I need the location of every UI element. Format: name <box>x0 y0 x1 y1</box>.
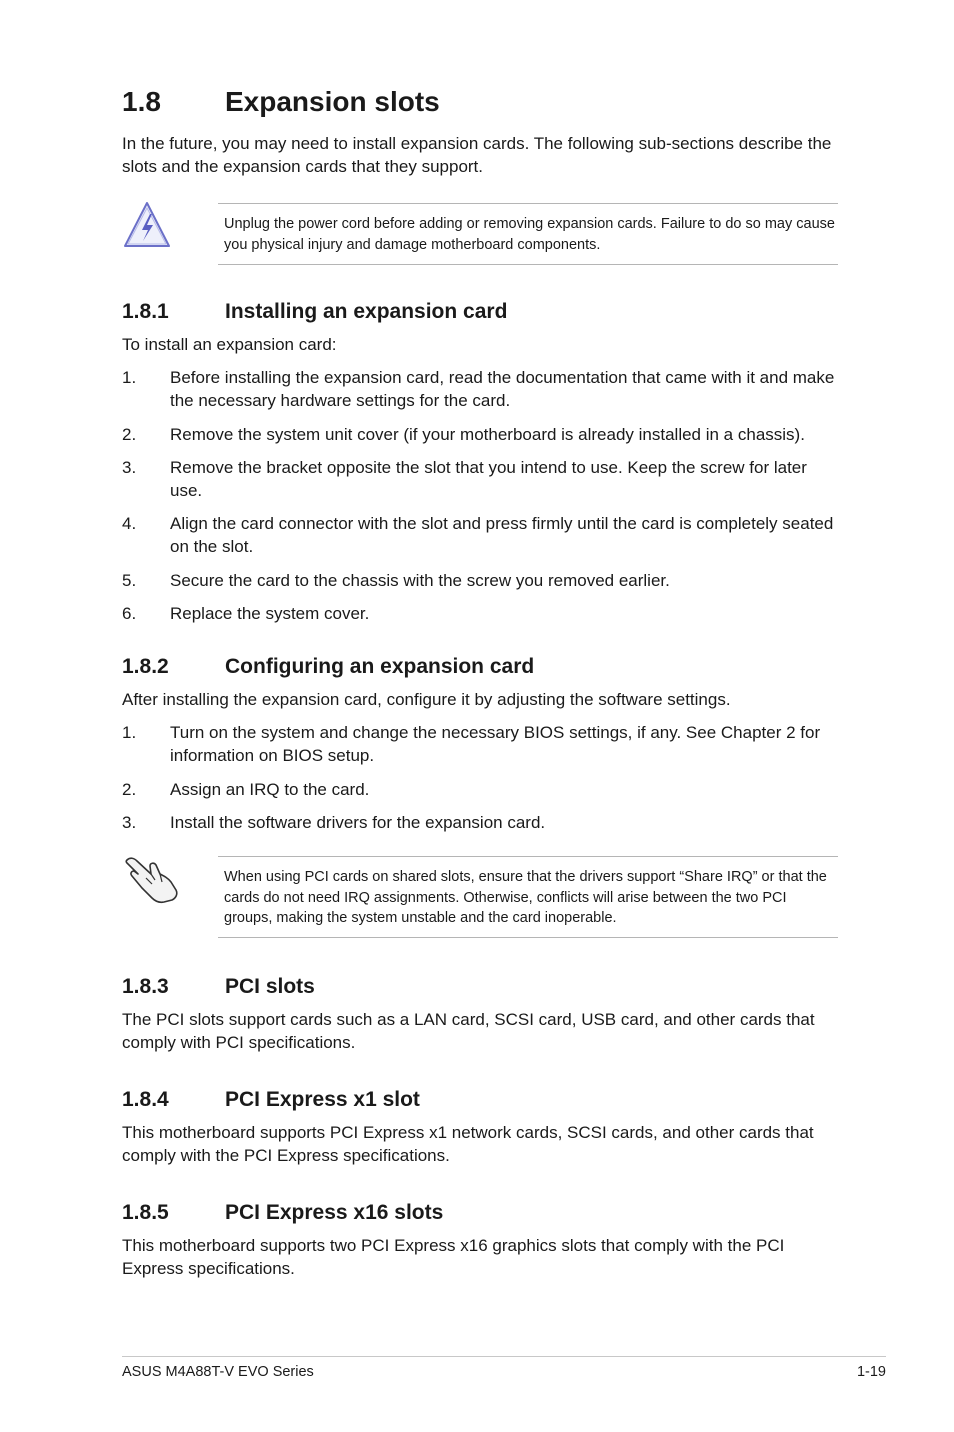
list-number: 6. <box>122 604 137 623</box>
s2-intro: After installing the expansion card, configure it by adjusting the software settings. <box>122 690 731 709</box>
list-text: Remove the system unit cover (if your motherboard is already installed in a chassis). <box>170 425 805 444</box>
list-item <box>122 569 842 592</box>
subsection-title: PCI Express x16 slots <box>225 1201 444 1224</box>
list-number: 1. <box>122 368 137 387</box>
list-item <box>122 423 842 446</box>
s3-text: The PCI slots support cards such as a LAN card, SCSI card, USB card, and other cards that comply with PCI specifications. <box>122 1010 815 1052</box>
section-title: Expansion slots <box>225 86 440 117</box>
subsection-title: PCI Express x1 slot <box>225 1088 420 1111</box>
page-title <box>122 86 440 118</box>
list-number: 5. <box>122 571 137 590</box>
warning-text: Unplug the power cord before adding or removing expansion cards. Failure to do so may cause you physical injury and damage motherboard components. <box>224 216 835 253</box>
s5-text: This motherboard supports two PCI Express x16 graphics slots that comply with the PCI Express specifications. <box>122 1236 785 1278</box>
warning-lightning-icon <box>122 200 172 255</box>
list-text: Secure the card to the chassis with the screw you removed earlier. <box>170 571 670 590</box>
list-number: 4. <box>122 514 137 533</box>
footer-divider <box>122 1356 886 1357</box>
warning-box <box>218 203 838 265</box>
list-text: Turn on the system and change the necessary BIOS settings, if any. See Chapter 2 for information on BIOS setup. <box>170 723 821 765</box>
note-text: When using PCI cards on shared slots, ensure that the drivers support “Share IRQ” or that the cards do not need IRQ assignments. Otherwise, conflicts will arise between the two PCI groups, making the system unstable and the card inoperable. <box>224 869 827 926</box>
list-number: 1. <box>122 723 137 742</box>
list-text: Before installing the expansion card, read the documentation that came with it and make the necessary hardware settings for the card. <box>170 368 835 410</box>
list-item <box>122 721 842 767</box>
s1-intro: To install an expansion card: <box>122 335 337 354</box>
list-item <box>122 366 842 412</box>
page-number: 1-19 <box>856 1364 886 1380</box>
list-number: 2. <box>122 780 137 799</box>
subsection-number: 1.8.1 <box>122 300 169 323</box>
list-item <box>122 602 842 625</box>
subsection-heading <box>122 975 315 999</box>
subsection-heading <box>122 1088 420 1112</box>
subsection-number: 1.8.5 <box>122 1201 169 1224</box>
list-item <box>122 778 842 801</box>
list-item <box>122 456 842 502</box>
subsection-title: Configuring an expansion card <box>225 655 535 678</box>
subsection-heading <box>122 1201 443 1225</box>
list-item <box>122 811 842 834</box>
footer-product: ASUS M4A88T-V EVO Series <box>122 1364 314 1380</box>
list-item <box>122 512 842 558</box>
pointing-hand-icon <box>124 852 180 909</box>
subsection-number: 1.8.2 <box>122 655 169 678</box>
list-text: Install the software drivers for the expansion card. <box>170 813 546 832</box>
note-box <box>218 856 838 938</box>
subsection-number: 1.8.4 <box>122 1088 169 1111</box>
section-number: 1.8 <box>122 86 161 117</box>
list-text: Remove the bracket opposite the slot that you intend to use. Keep the screw for later use. <box>170 458 807 500</box>
list-number: 3. <box>122 813 137 832</box>
list-text: Assign an IRQ to the card. <box>170 780 370 799</box>
list-number: 2. <box>122 425 137 444</box>
list-text: Align the card connector with the slot and press firmly until the card is completely seated on the slot. <box>170 514 834 556</box>
list-number: 3. <box>122 458 137 477</box>
list-text: Replace the system cover. <box>170 604 370 623</box>
s4-text: This motherboard supports PCI Express x1 network cards, SCSI cards, and other cards that comply with the PCI Express specifications. <box>122 1123 814 1165</box>
subsection-heading <box>122 655 534 679</box>
subsection-title: Installing an expansion card <box>225 300 508 323</box>
subsection-title: PCI slots <box>225 975 315 998</box>
intro-paragraph: In the future, you may need to install expansion cards. The following sub-sections describe the slots and the expansion cards that they support. <box>122 134 832 176</box>
subsection-number: 1.8.3 <box>122 975 169 998</box>
subsection-heading <box>122 300 507 324</box>
